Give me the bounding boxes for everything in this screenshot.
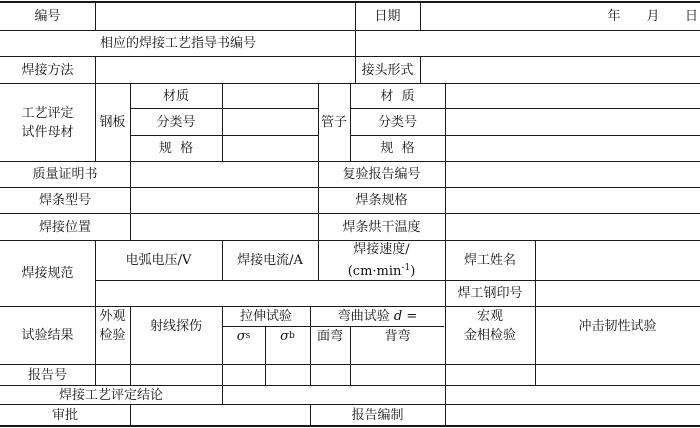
rule — [0, 56, 700, 57]
welding-current-label: 焊接电流/A — [237, 253, 303, 268]
welder-name-label: 焊工姓名 — [463, 253, 516, 268]
welding-method-label: 焊接方法 — [21, 62, 74, 78]
bend-test-label — [310, 307, 445, 326]
plate-material-label: 材质 — [162, 88, 189, 104]
plate-label: 钢板 — [99, 115, 126, 130]
rule — [445, 161, 446, 240]
recheck-report-number-label: 复验报告编号 — [342, 167, 421, 182]
electrode-drying-temp-label: 焊条烘干温度 — [342, 219, 421, 235]
sigma-b-label — [265, 327, 310, 345]
speed-unit-exponent: -1 — [401, 263, 411, 273]
base-metal-label — [0, 84, 95, 161]
rule — [420, 1, 421, 30]
visual-inspection-line2: 检验 — [99, 328, 126, 343]
pipe-category-label: 分类号 — [377, 114, 417, 130]
pipe-material-label: 材 质 — [380, 88, 415, 104]
base-metal-label-line1: 工艺评定 — [21, 105, 74, 121]
test-results-label: 试验结果 — [21, 328, 74, 343]
sigma-symbol: σ — [280, 328, 290, 344]
bend-test-suffix: = — [402, 309, 418, 324]
rule — [95, 364, 96, 385]
date-year-label: 年 — [607, 8, 621, 24]
date-label: 日期 — [374, 8, 401, 24]
rule — [355, 30, 356, 56]
approval-label: 审批 — [51, 407, 78, 423]
visual-inspection-line1: 外观 — [99, 309, 126, 324]
macro-metallographic-label — [445, 307, 535, 345]
joint-form-label: 接头形式 — [361, 62, 414, 78]
pipe-spec-label: 规 格 — [380, 141, 415, 156]
electrode-type-label: 焊条型号 — [38, 193, 91, 208]
macro-line1: 宏观 — [476, 309, 503, 324]
speed-unit-close: ) — [410, 264, 416, 279]
bend-test-variable: d — [393, 309, 403, 324]
rule — [130, 161, 131, 240]
radiographic-test-label: 射线探伤 — [149, 318, 202, 334]
welding-speed-unit — [348, 259, 416, 281]
arc-voltage-label: 电弧电压/V — [125, 253, 192, 268]
rule — [0, 425, 700, 427]
rule — [222, 385, 223, 404]
rule — [445, 83, 446, 161]
rule — [535, 240, 536, 306]
rule — [420, 56, 421, 83]
weld-position-label: 焊接位置 — [38, 219, 91, 235]
report-author-label: 报告编制 — [351, 407, 404, 423]
welder-stamp-label: 焊工钢印号 — [457, 286, 523, 301]
rule — [222, 83, 223, 161]
welding-speed-line1: 焊接速度/ — [353, 242, 410, 257]
bend-test-prefix: 弯曲试验 — [337, 309, 394, 324]
plate-spec-label: 规 格 — [158, 141, 194, 156]
rule — [130, 404, 131, 425]
base-metal-label-line2: 试件母材 — [21, 124, 74, 140]
speed-unit-base: (cm·min — [347, 264, 402, 279]
back-bend-label: 背弯 — [384, 328, 411, 344]
date-month-label: 月 — [646, 8, 660, 24]
sigma-b-subscript: b — [289, 330, 295, 341]
date-day-label: 日 — [684, 8, 698, 24]
rule — [95, 1, 96, 30]
rule — [95, 56, 96, 83]
sigma-s-label — [222, 327, 265, 345]
sigma-symbol: σ — [236, 328, 246, 344]
pipe-label: 管子 — [320, 115, 347, 130]
sigma-s-subscript: s — [245, 330, 251, 341]
welding-speed-label — [318, 241, 445, 280]
welding-spec-label: 焊接规范 — [21, 266, 74, 281]
visual-inspection-label — [95, 307, 130, 345]
impact-toughness-label: 冲击韧性试验 — [578, 318, 657, 334]
electrode-spec-label: 焊条规格 — [355, 193, 408, 208]
wps-reference-label: 相应的焊接工艺指导书编号 — [99, 36, 256, 51]
quality-certificate-label: 质量证明书 — [32, 167, 98, 182]
rule — [0, 1, 700, 3]
face-bend-label: 面弯 — [316, 328, 343, 344]
conclusion-label: 焊接工艺评定结论 — [58, 387, 163, 403]
plate-category-label: 分类号 — [156, 114, 196, 130]
tensile-test-label: 拉伸试验 — [239, 309, 292, 324]
macro-line2: 金相检验 — [463, 328, 516, 343]
report-number-label: 报告号 — [27, 367, 67, 383]
number-label: 编号 — [34, 8, 61, 24]
